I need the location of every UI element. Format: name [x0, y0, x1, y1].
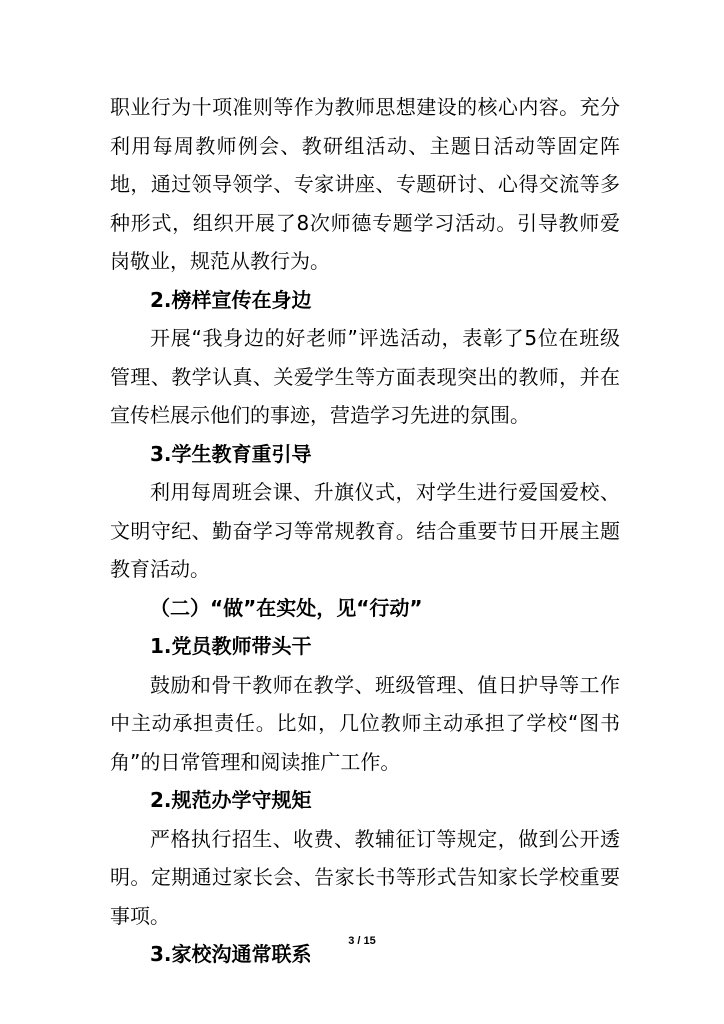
section-heading-action: （二）“做”在实处，见“行动”	[150, 595, 423, 620]
heading-role-model-publicity: 2.榜样宣传在身边	[150, 287, 312, 312]
paragraph-teacher-ethics-study: 职业行为十项准则等作为教师思想建设的核心内容。充分利用每周教师例会、教研组活动、主题日活动等固定阵地，通过领导领学、专家讲座、专题研讨、心得交流等多种形式，组织开展了8次师德专题学习活动。引导教师爱岗敬业，规范从教行为。	[110, 95, 620, 273]
heading-standard-school-running: 2.规范办学守规矩	[150, 788, 312, 812]
page-number: 3 / 15	[348, 935, 376, 947]
paragraph-backbone-teachers: 鼓励和骨干教师在教学、班级管理、值日护导等工作中主动承担责任。比如，几位教师主动承担了学校“图书角”的日常管理和阅读推广工作。	[110, 672, 620, 774]
paragraph-student-education: 利用每周班会课、升旗仪式，对学生进行爱国爱校、文明守纪、勤奋学习等常规教育。结合重要节日开展主题教育活动。	[110, 480, 620, 581]
heading-party-member-teachers: 1.党员教师带头干	[150, 634, 312, 658]
body-text	[110, 88, 620, 974]
heading-student-education: 3.学生教育重引导	[150, 441, 312, 466]
heading-home-school-communication: 3.家校沟通常联系	[150, 942, 312, 966]
paragraph-standard-regulations: 严格执行招生、收费、教辅征订等规定，做到公开透明。定期通过家长会、告家长书等形式告知家长学校重要事项。	[110, 826, 620, 928]
paragraph-good-teacher-selection: 开展“我身边的好老师”评选活动，表彰了5位在班级管理、教学认真、关爱学生等方面表现突出的教师，并在宣传栏展示他们的事迹，营造学习先进的氛围。	[110, 326, 620, 427]
